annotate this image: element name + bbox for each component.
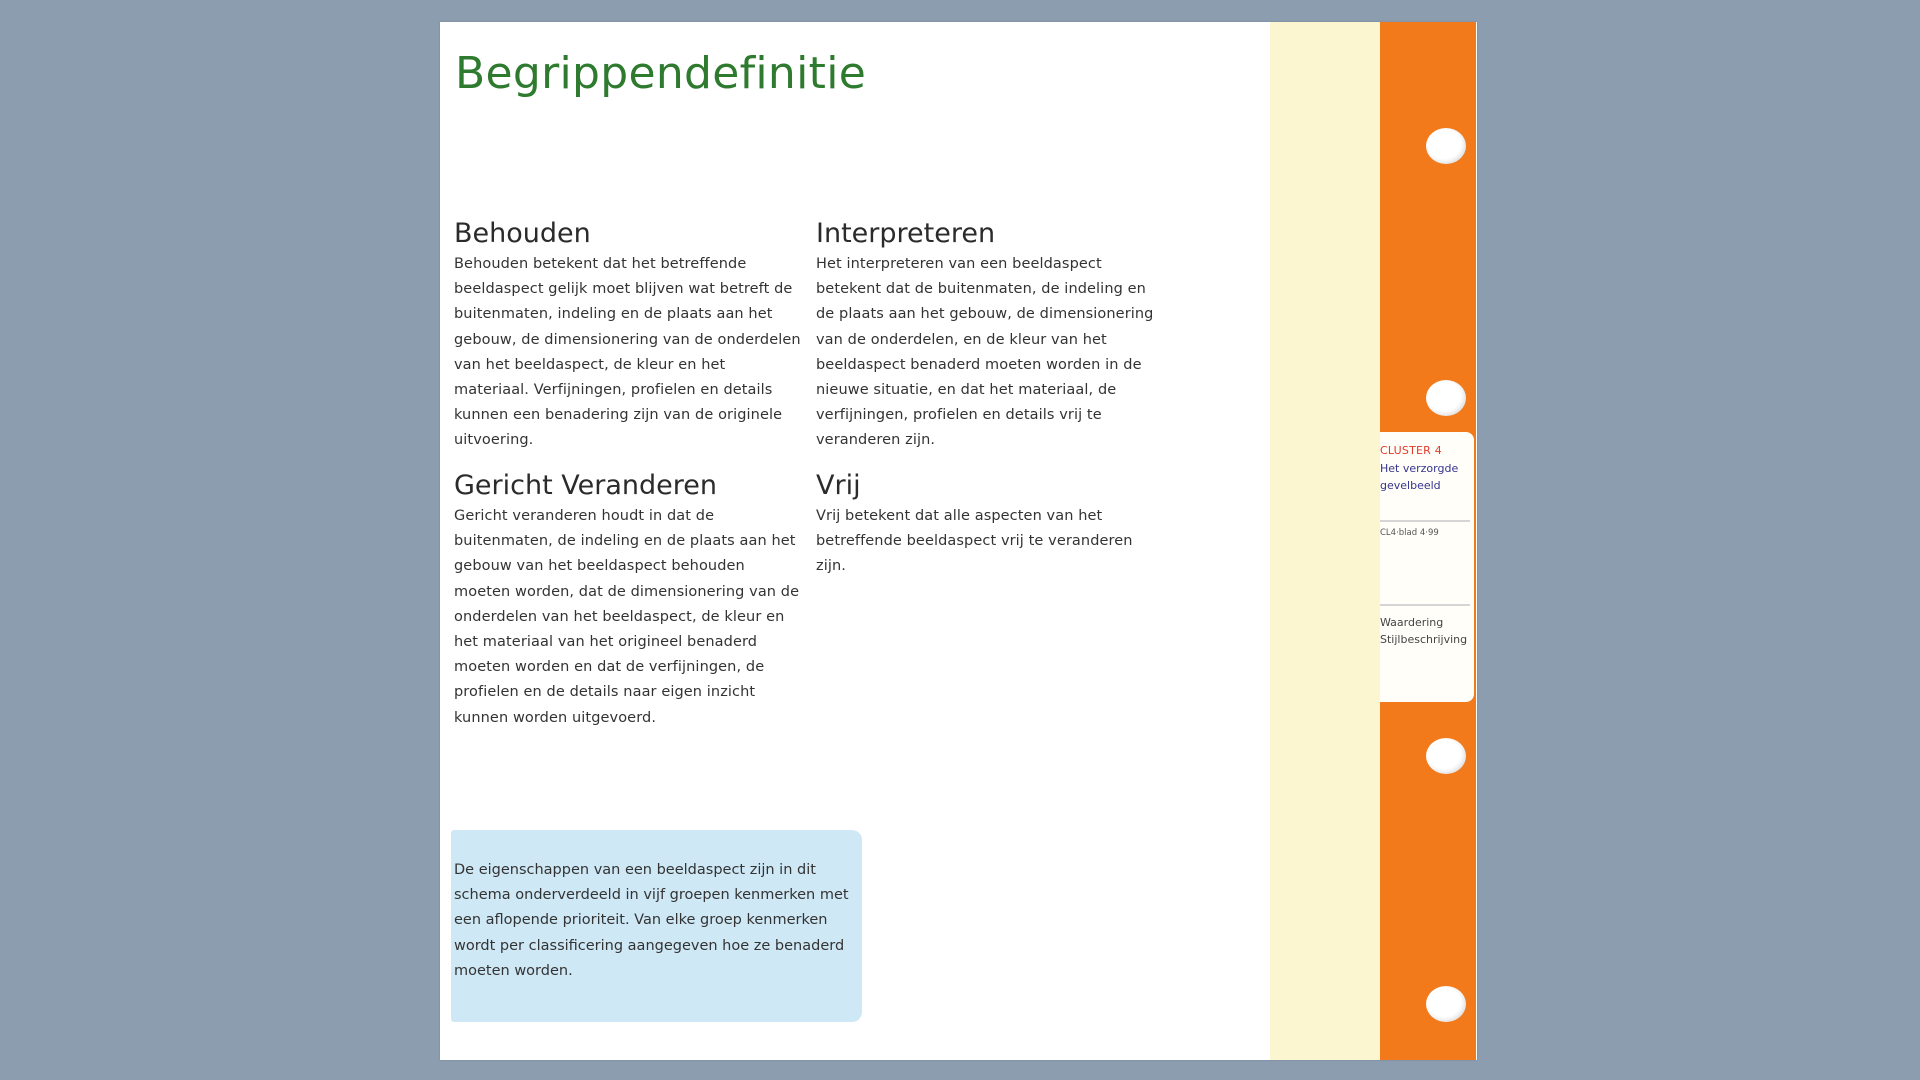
- definition-body: Vrij betekent dat alle aspecten van het betreffende beeldaspect vrij te veranderen zijn.: [816, 508, 1133, 575]
- definition-heading: Gericht Veranderen: [454, 470, 717, 501]
- definition-body: Gericht veranderen houdt in dat de buitenmaten, de indeling en de plaats aan het gebouw van het beeldaspect behouden moeten worden, dat de dimensionering van de onderdelen van het beeldaspect, de kleur en het materiaal van het origineel benaderd moeten worden en dat de verfijningen, de profielen en de details naar eigen inzicht kunnen worden uitgevoerd.: [454, 508, 800, 726]
- definition-heading: Interpreteren: [816, 218, 996, 249]
- definition-vrij: [816, 470, 1166, 580]
- page-title: Begrippendefinitie: [455, 48, 867, 99]
- sheet-number: CL4·blad 4·99: [1380, 528, 1439, 538]
- definition-interpreteren: [816, 218, 1166, 454]
- punch-hole-icon: [1426, 986, 1466, 1022]
- tab-divider: [1380, 604, 1470, 606]
- definition-heading: Behouden: [454, 218, 591, 249]
- punch-hole-icon: [1426, 738, 1466, 774]
- cluster-title: Het verzorgde gevelbeeld: [1380, 462, 1459, 492]
- definition-behouden: [454, 218, 804, 454]
- section-name: Waardering Stijlbeschrijving: [1380, 616, 1468, 646]
- definition-heading: Vrij: [816, 470, 861, 501]
- punch-hole-icon: [1426, 128, 1466, 164]
- info-note-box: [451, 830, 862, 1022]
- definition-body: Het interpreteren van een beeldaspect betekent dat de buitenmaten, de indeling en de plaats aan het gebouw, de dimensionering van de onderdelen, en de kleur van het beeldaspect benaderd moeten worden in de nieuwe situatie, en dat het materiaal, de verfijningen, profielen en details vrij te veranderen zijn.: [816, 256, 1154, 449]
- punch-hole-icon: [1426, 380, 1466, 416]
- tab-divider: [1380, 520, 1470, 522]
- info-note-text: De eigenschappen van een beeldaspect zijn in dit schema onderverdeeld in vijf groepen kenmerken met een aflopende prioriteit. Van elke groep kenmerken wordt per classificering aangegeven hoe ze benaderd moeten worden.: [454, 862, 849, 979]
- definition-body: Behouden betekent dat het betreffende beeldaspect gelijk moet blijven wat betreft de buitenmaten, indeling en de plaats aan het gebouw, de dimensionering van de onderdelen van het beeldaspect, de kleur en het materiaal. Verfijningen, profielen en details kunnen een benadering zijn van de originele uitvoering.: [454, 256, 801, 449]
- definition-gericht-veranderen: [454, 470, 804, 731]
- cream-divider-strip: [1270, 22, 1380, 1060]
- cluster-number: CLUSTER 4: [1380, 444, 1442, 457]
- tab-label-card: [1380, 432, 1474, 702]
